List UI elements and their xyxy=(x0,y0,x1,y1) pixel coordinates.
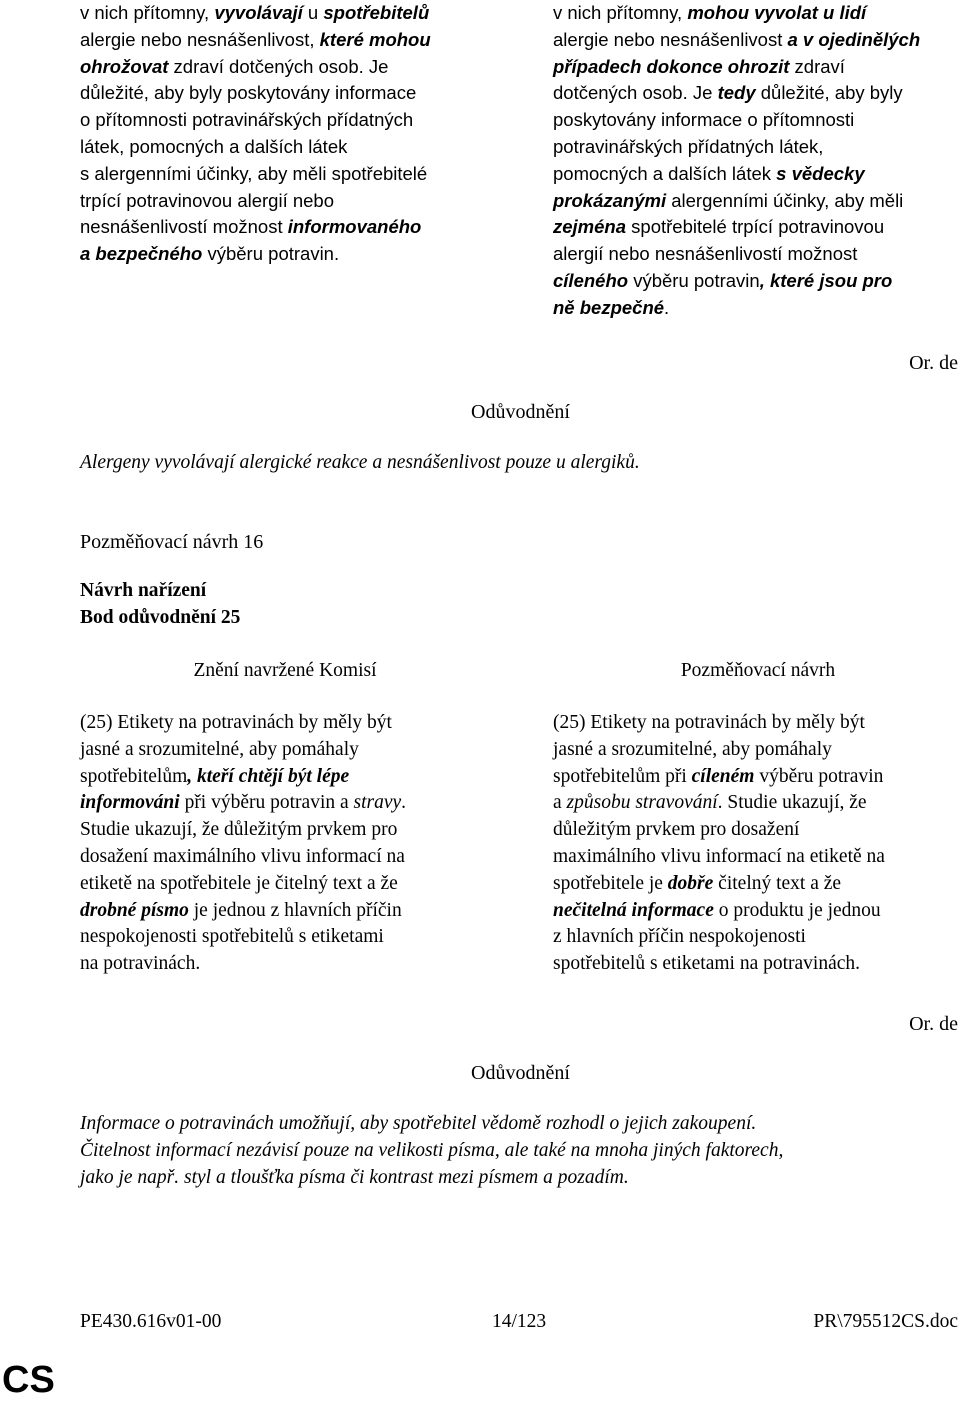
text-line xyxy=(80,188,431,215)
text-run: tedy xyxy=(717,82,756,104)
text-line xyxy=(80,924,406,951)
text-run: pomocných a dalších látek xyxy=(553,162,777,184)
text-run: s alergenními účinky, aby měli spotřebitelé xyxy=(80,162,428,184)
text-run: z hlavních příčin nespokojenosti xyxy=(553,926,806,948)
text-run: látek, pomocných a dalších látek xyxy=(80,135,348,157)
text-run: , které jsou pro xyxy=(759,269,893,291)
text-run: vyvolávají xyxy=(214,2,303,23)
text-line xyxy=(553,241,920,268)
text-line xyxy=(80,951,406,978)
text-run: dotčených osob. Je xyxy=(553,82,718,104)
text-line xyxy=(80,898,406,925)
text-line xyxy=(553,764,885,791)
text-run: etiketě na spotřebitele je čitelný text a že xyxy=(80,872,398,894)
footer-doc-ref: PE430.616v01-00 xyxy=(80,1311,222,1332)
justification-text-1: Alergeny vyvolávají alergické reakce a nesnášenlivost pouze u alergiků. xyxy=(80,452,640,473)
text-line xyxy=(553,161,920,188)
text-run: důležité, aby byly xyxy=(755,82,903,104)
text-run: a bezpečného xyxy=(80,243,203,265)
or-de-label-1: Or. de xyxy=(909,352,958,374)
text-line xyxy=(80,817,406,844)
text-run: informovaného xyxy=(287,216,422,238)
text-run: dobře xyxy=(667,872,714,894)
amendment-title: Pozměňovací návrh 16 xyxy=(80,531,264,553)
text-run: při výběru potravin a xyxy=(179,792,354,814)
text-run: stravy xyxy=(353,792,402,814)
text-run: alergenními účinky, aby měli xyxy=(666,189,904,211)
text-line xyxy=(80,764,406,791)
text-line xyxy=(80,737,406,764)
text-line xyxy=(80,107,431,134)
text-run: dosažení maximálního vlivu informací na xyxy=(80,845,405,867)
text-line xyxy=(553,951,885,978)
justification-line: Informace o potravinách umožňují, aby spotřebitel vědomě rozhodl o jejich zakoupení. xyxy=(80,1113,757,1134)
footer-page-number: 14/123 xyxy=(492,1311,547,1332)
text-run: (25) Etikety na potravinách by měly být xyxy=(80,712,392,733)
justification-heading-2: Odůvodnění xyxy=(471,1062,570,1084)
text-line xyxy=(80,80,431,107)
text-run: alergie nebo nesnášenlivost, xyxy=(80,28,320,50)
text-run: způsobu stravování xyxy=(566,792,718,814)
text-line xyxy=(80,214,431,241)
text-run: nečitelná informace xyxy=(553,899,714,921)
text-run: cíleného xyxy=(553,269,629,291)
text-run: je jednou z hlavních příčin xyxy=(188,899,402,921)
text-run: potravinářských přídatných látek, xyxy=(553,135,824,157)
text-run: spotřebitelům při xyxy=(553,765,692,787)
text-line xyxy=(80,0,431,27)
text-run: důležité, aby byly poskytovány informace xyxy=(80,82,417,104)
text-line xyxy=(553,737,885,764)
text-run: o produktu je jednou xyxy=(713,899,881,921)
text-run: případech dokonce ohrozit xyxy=(553,55,790,77)
text-line xyxy=(80,27,431,54)
text-line xyxy=(80,134,431,161)
text-run: Studie ukazují, že důležitým prvkem pro xyxy=(80,819,398,841)
commission-text-column xyxy=(80,710,406,978)
top-right-column xyxy=(553,0,920,322)
text-run: spotřebitelů s etiketami na potravinách. xyxy=(553,953,861,975)
justification-line: Čitelnost informací nezávisí pouze na velikosti písma, ale také na mnoha jiných faktorech, xyxy=(80,1139,784,1161)
top-left-column xyxy=(80,0,431,268)
text-run: , kteří chtějí být lépe xyxy=(187,765,350,787)
amendment-recital-label: Bod odůvodnění 25 xyxy=(80,607,241,628)
text-line xyxy=(553,188,920,215)
text-line xyxy=(553,844,885,871)
justification-line: jako je např. styl a tloušťka písma či kontrast mezi písmem a pozadím. xyxy=(80,1166,629,1188)
text-run: zejména xyxy=(553,216,627,238)
text-run: a v ojedinělých xyxy=(787,28,921,50)
text-run: drobné písmo xyxy=(80,899,189,921)
or-de-label-2: Or. de xyxy=(909,1013,958,1035)
amendment-proposal-label: Návrh nařízení xyxy=(80,580,207,601)
text-line xyxy=(80,710,406,737)
text-run: prokázanými xyxy=(553,189,667,211)
text-run: . Studie ukazují, že xyxy=(717,792,867,814)
text-line xyxy=(553,27,920,54)
amendment-header: Pozměňovací návrh xyxy=(680,660,836,681)
text-run: maximálního vlivu informací na etiketě na xyxy=(553,845,885,867)
text-run: výběru potravin xyxy=(628,269,760,291)
text-run: ohrožovat xyxy=(80,55,169,77)
text-run: trpící potravinovou alergií nebo xyxy=(80,189,335,211)
text-line xyxy=(553,295,920,322)
text-line xyxy=(80,871,406,898)
text-run: cíleném xyxy=(691,765,755,787)
justification-text-2 xyxy=(80,1111,783,1191)
text-line xyxy=(553,80,920,107)
text-line xyxy=(553,54,920,81)
text-line xyxy=(553,790,885,817)
text-line xyxy=(80,54,431,81)
amendment-text-column xyxy=(553,710,885,978)
text-run: v nich přítomny, xyxy=(553,2,688,23)
text-line xyxy=(553,898,885,925)
text-line xyxy=(553,710,885,737)
text-run: spotřebitelům xyxy=(80,765,188,787)
text-run: které mohou xyxy=(319,28,431,50)
text-run: ně bezpečné xyxy=(553,296,665,318)
text-run: (25) Etikety na potravinách by měly být xyxy=(553,712,865,733)
text-run: výběru potravin xyxy=(754,765,884,787)
text-line xyxy=(80,844,406,871)
footer-language-code: CS xyxy=(2,1359,55,1401)
text-run: na potravinách. xyxy=(80,953,201,975)
text-run: nesnášenlivostí možnost xyxy=(80,216,288,238)
text-line xyxy=(553,268,920,295)
text-line xyxy=(553,817,885,844)
text-run: poskytovány informace o přítomnosti xyxy=(553,109,855,131)
text-run: zdraví xyxy=(789,55,845,77)
text-run: s vědecky xyxy=(776,162,865,184)
text-run: spotřebitelé trpící potravinovou xyxy=(626,216,885,238)
text-run: u xyxy=(302,2,324,23)
text-run: mohou vyvolat u lidí xyxy=(687,2,867,23)
text-run: alergií nebo nesnášenlivostí možnost xyxy=(553,243,858,265)
footer-file-ref: PR\795512CS.doc xyxy=(813,1311,958,1332)
text-run: v nich přítomny, xyxy=(80,2,215,23)
text-run: . xyxy=(664,296,670,318)
commission-text-header: Znění navržené Komisí xyxy=(193,660,377,681)
text-run: důležitým prvkem pro dosažení xyxy=(553,819,800,841)
text-run: o přítomnosti potravinářských přídatných xyxy=(80,109,414,131)
text-run: alergie nebo nesnášenlivost xyxy=(553,28,788,50)
text-run: výběru potravin. xyxy=(202,243,340,265)
text-run: nespokojenosti spotřebitelů s etiketami xyxy=(80,926,384,948)
text-run: . xyxy=(401,792,407,814)
text-line xyxy=(80,161,431,188)
text-run: zdraví dotčených osob. Je xyxy=(168,55,389,77)
text-run: jasné a srozumitelné, aby pomáhaly xyxy=(553,738,832,760)
text-line xyxy=(553,871,885,898)
text-run: jasné a srozumitelné, aby pomáhaly xyxy=(80,738,359,760)
text-run: informováni xyxy=(80,792,180,814)
text-line xyxy=(553,0,920,27)
text-line xyxy=(80,790,406,817)
justification-heading-1: Odůvodnění xyxy=(471,401,570,423)
text-line xyxy=(80,241,431,268)
text-line xyxy=(553,134,920,161)
text-line xyxy=(553,214,920,241)
text-run: spotřebitele je xyxy=(553,872,668,894)
text-line xyxy=(553,107,920,134)
text-run: a xyxy=(553,792,567,814)
text-run: čitelný text a že xyxy=(713,872,842,894)
text-run: spotřebitelů xyxy=(323,2,430,23)
text-line xyxy=(553,924,885,951)
